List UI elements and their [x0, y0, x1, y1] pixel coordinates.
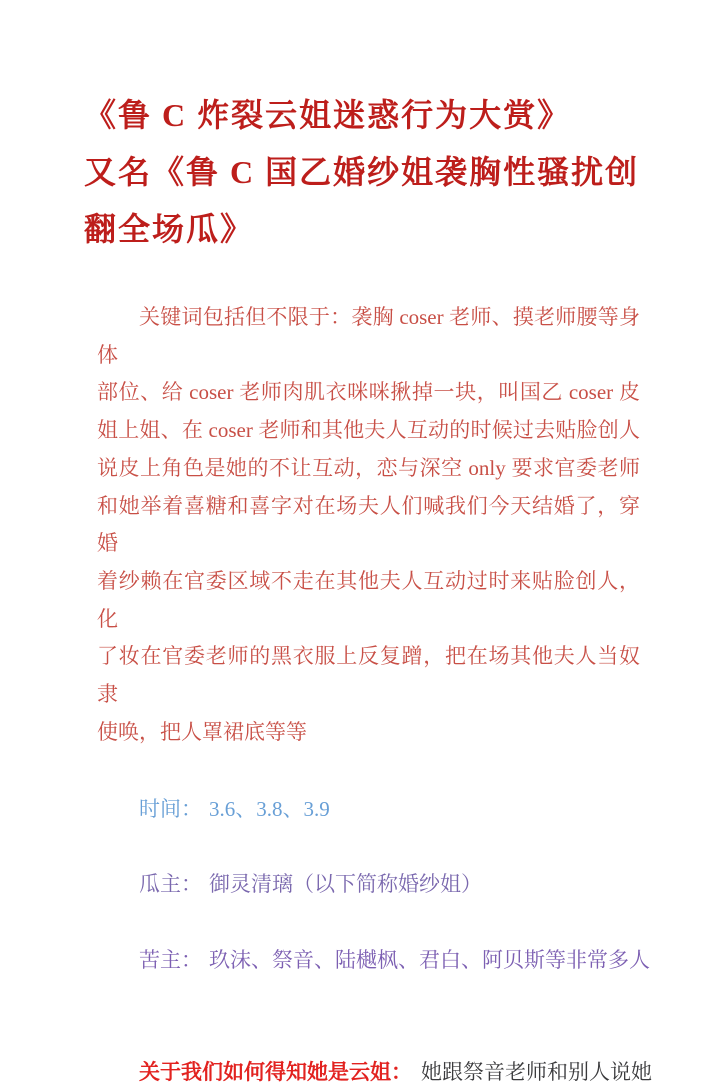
melon-owner-value: 御灵清璃（以下简称婚纱姐） [209, 872, 482, 897]
keywords-line: 着纱赖在官委区域不走在其他夫人互动过时来贴脸创人，化 [97, 568, 640, 631]
keywords-line: 说皮上角色是她的不让互动，恋与深空 only 要求官委老师 [97, 455, 640, 480]
keywords-line: 关键词包括但不限于：袭胸 coser 老师、摸老师腰等身体 [97, 305, 640, 367]
melon-owner-label: 瓜主： [139, 872, 202, 897]
keywords-line: 姐上姐、在 coser 老师和其他夫人互动的时候过去贴脸创人 [97, 418, 640, 443]
closing-text: 她跟祭音老师和别人说她 [421, 1060, 652, 1085]
time-value: 3.6、3.8、3.9 [209, 797, 330, 822]
document-title [84, 87, 640, 258]
keywords-line: 了妆在官委老师的黑衣服上反复蹭，把在场其他夫人当奴隶 [97, 644, 640, 707]
document-title-line-2: 又名《鲁 C 国乙婚纱姐袭胸性骚扰创 [84, 154, 640, 190]
keywords-line: 使唤，把人罩裙底等等 [97, 719, 307, 744]
closing-line [97, 1053, 652, 1091]
keywords-line: 部位、给 coser 老师肉肌衣咪咪揪掉一块，叫国乙 coser 皮 [97, 380, 640, 405]
time-line [97, 790, 640, 828]
melon-owner-line [97, 865, 640, 903]
victims-label: 苦主： [139, 948, 202, 973]
victims-value: 玖沫、祭音、陆樾枫、君白、阿贝斯等非常多人 [209, 948, 650, 973]
document-title-line-3: 翻全场瓜》 [84, 211, 255, 247]
keywords-line: 和她举着喜糖和喜字对在场夫人们喊我们今天结婚了，穿婚 [97, 493, 640, 556]
document-title-line-1: 《鲁 C 炸裂云姐迷惑行为大赏》 [84, 97, 572, 133]
closing-lead: 关于我们如何得知她是云姐： [139, 1060, 412, 1085]
victims-line [97, 941, 650, 979]
time-label: 时间： [139, 797, 202, 822]
keywords-paragraph [97, 299, 640, 751]
